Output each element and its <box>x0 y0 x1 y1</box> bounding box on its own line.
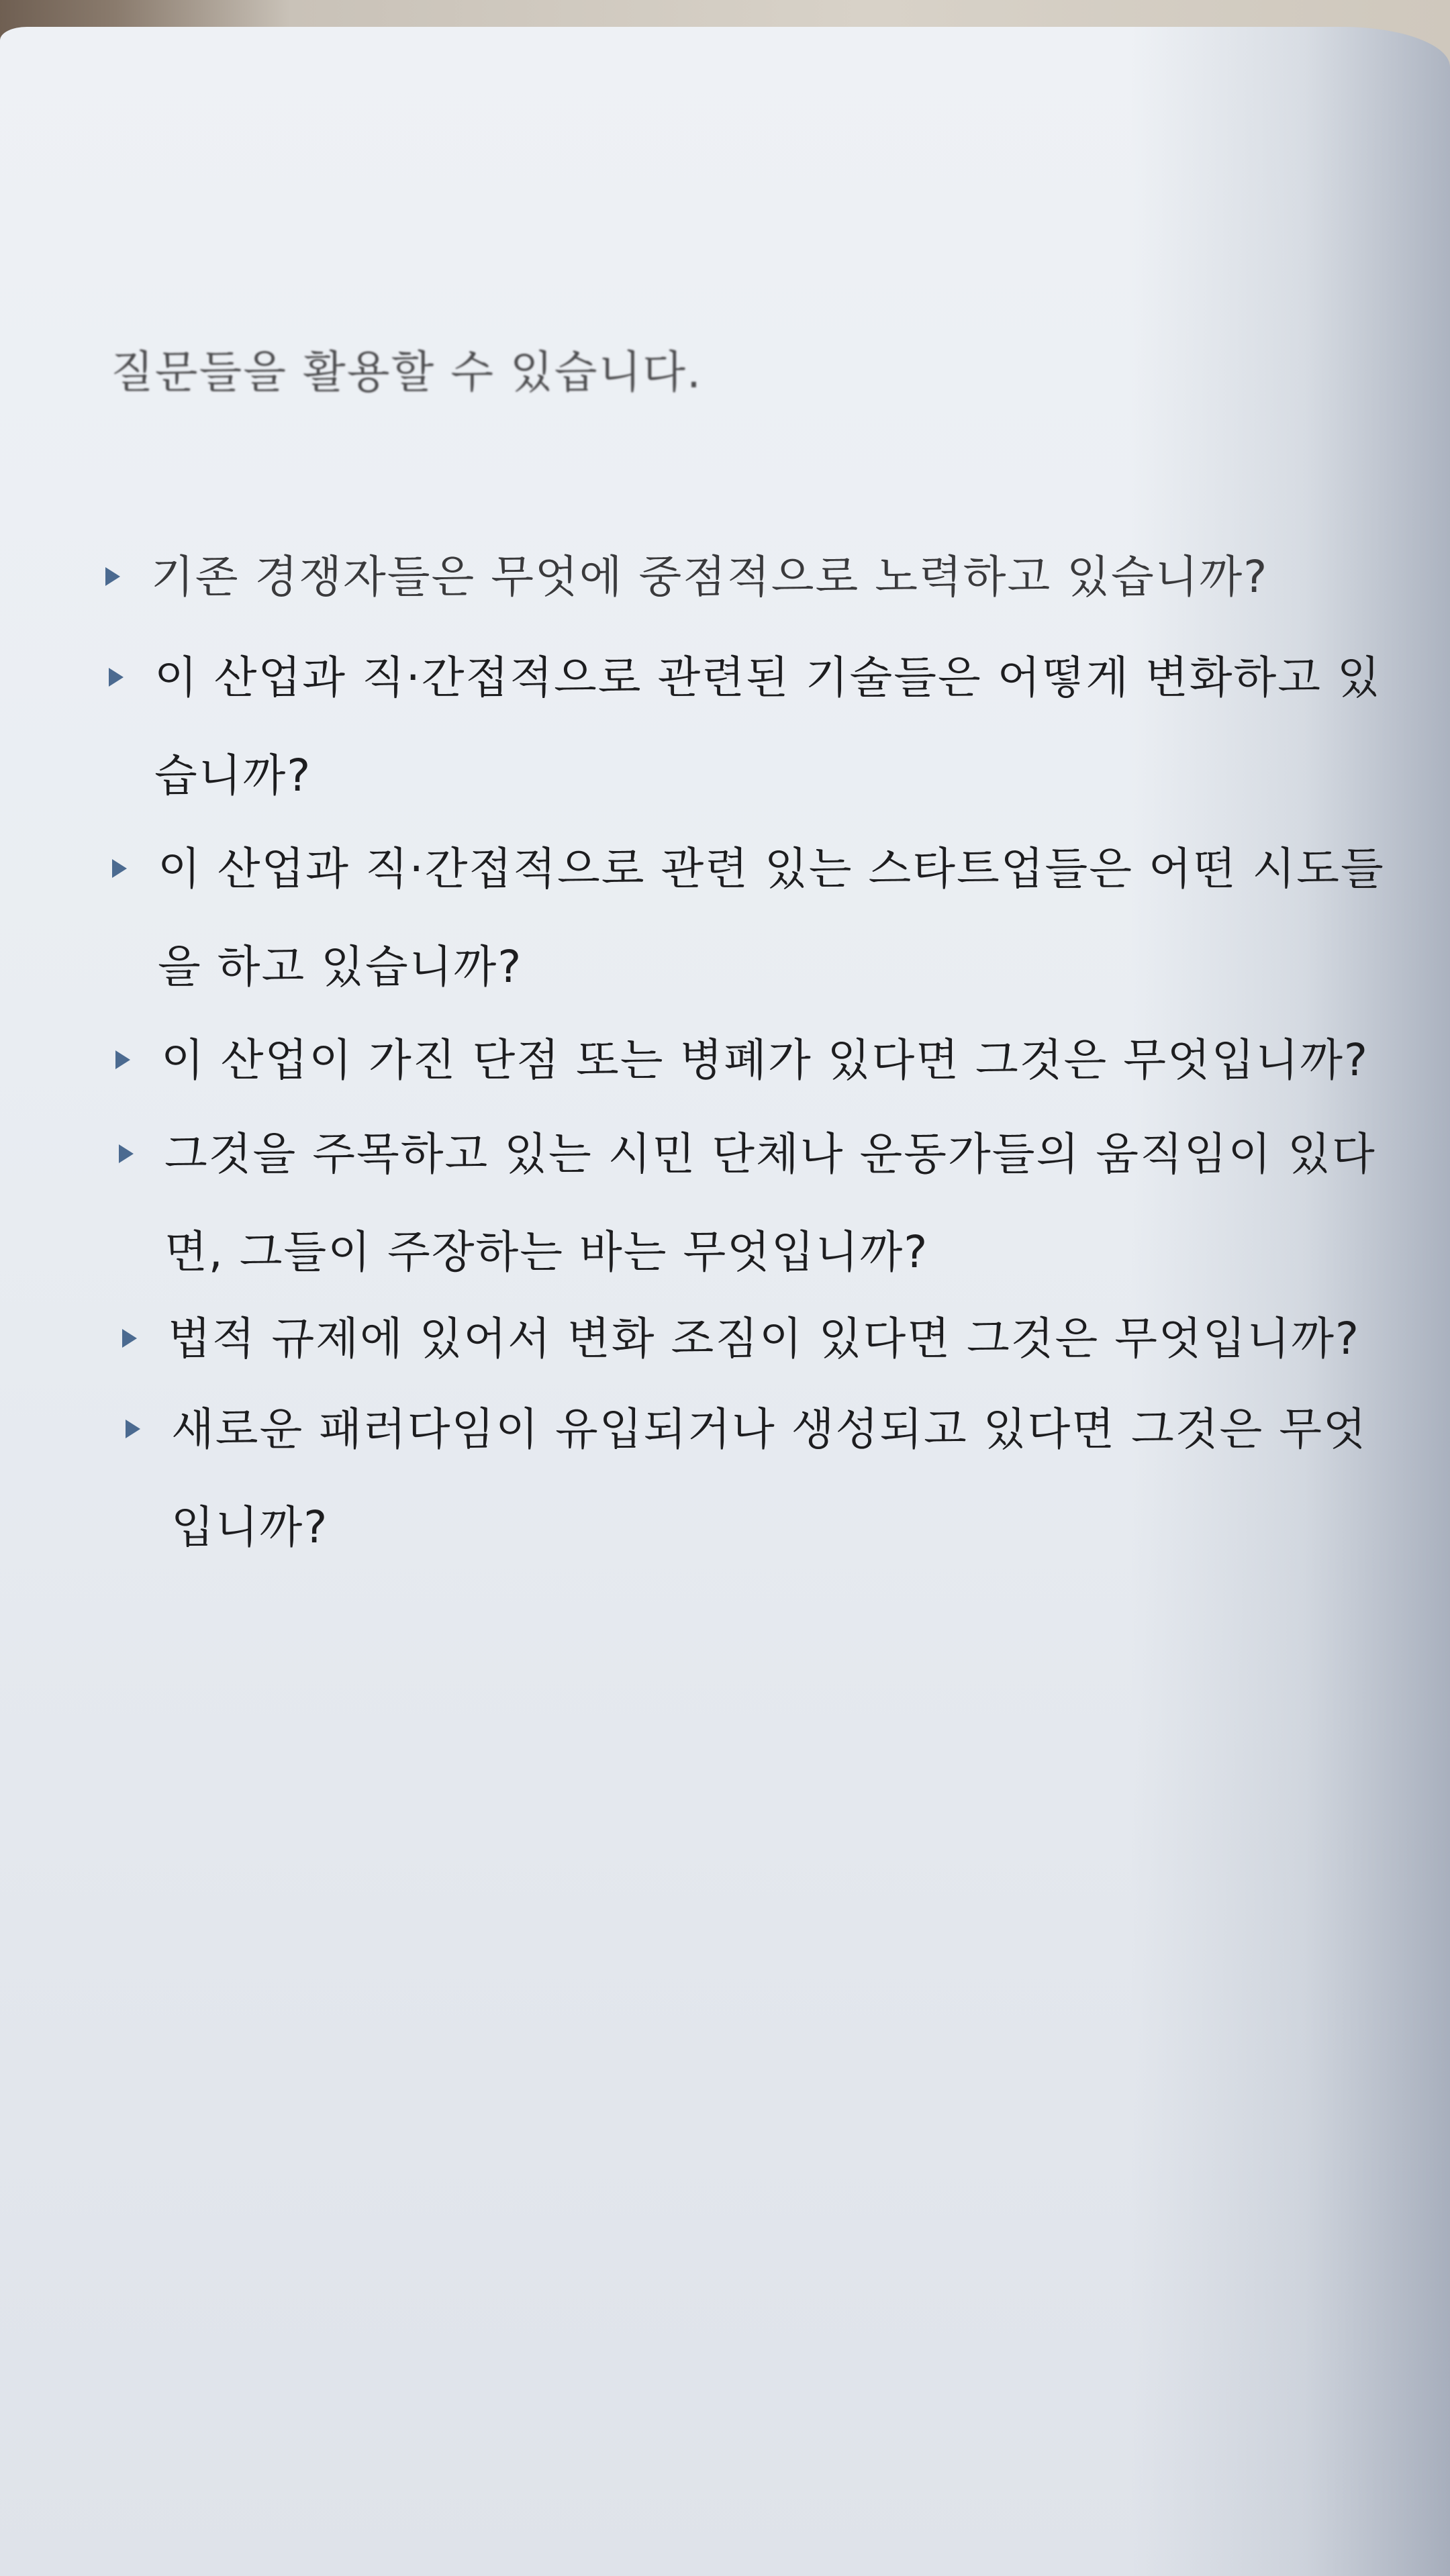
list-item-line-continued: 습니까? <box>154 750 312 801</box>
list-item <box>161 1030 1369 1091</box>
list-item <box>158 839 1385 997</box>
list-item <box>168 1309 1360 1369</box>
right-triangle-icon <box>105 567 120 586</box>
right-triangle-icon <box>112 859 127 878</box>
list-item-line: 그것을 주목하고 있는 시민 단체나 운동가들의 움직임이 있다 <box>164 1128 1376 1180</box>
list-item-line-continued: 입니까? <box>171 1501 329 1553</box>
list-item-line: 이 산업과 직·간접적으로 관련된 기술들은 어떻게 변화하고 있 <box>154 652 1382 703</box>
list-item-line-continued: 면, 그들이 주장하는 바는 무엇입니까? <box>164 1226 929 1278</box>
list-item-line: 법적 규제에 있어서 변화 조짐이 있다면 그것은 무엇입니까? <box>168 1313 1361 1365</box>
right-triangle-icon <box>119 1144 134 1163</box>
list-item-line-continued: 을 하고 있습니까? <box>158 941 523 993</box>
list-item <box>171 1399 1367 1558</box>
right-triangle-icon <box>126 1420 140 1438</box>
list-item-line: 새로운 패러다임이 유입되거나 생성되고 있다면 그것은 무엇 <box>171 1403 1367 1455</box>
list-item <box>151 547 1268 607</box>
list-item <box>154 648 1382 806</box>
book-page <box>0 27 1450 2576</box>
list-item-line: 기존 경쟁자들은 무엇에 중점적으로 노력하고 있습니까? <box>151 551 1269 603</box>
right-triangle-icon <box>115 1050 130 1069</box>
list-item-line: 이 산업이 가진 단점 또는 병폐가 있다면 그것은 무엇입니까? <box>161 1034 1369 1086</box>
intro-text: 질문들을 활용할 수 있습니다. <box>111 346 702 398</box>
list-item-line: 이 산업과 직·간접적으로 관련 있는 스타트업들은 어떤 시도들 <box>158 843 1385 895</box>
right-triangle-icon <box>122 1329 137 1348</box>
list-item <box>164 1124 1376 1283</box>
right-triangle-icon <box>109 668 124 687</box>
